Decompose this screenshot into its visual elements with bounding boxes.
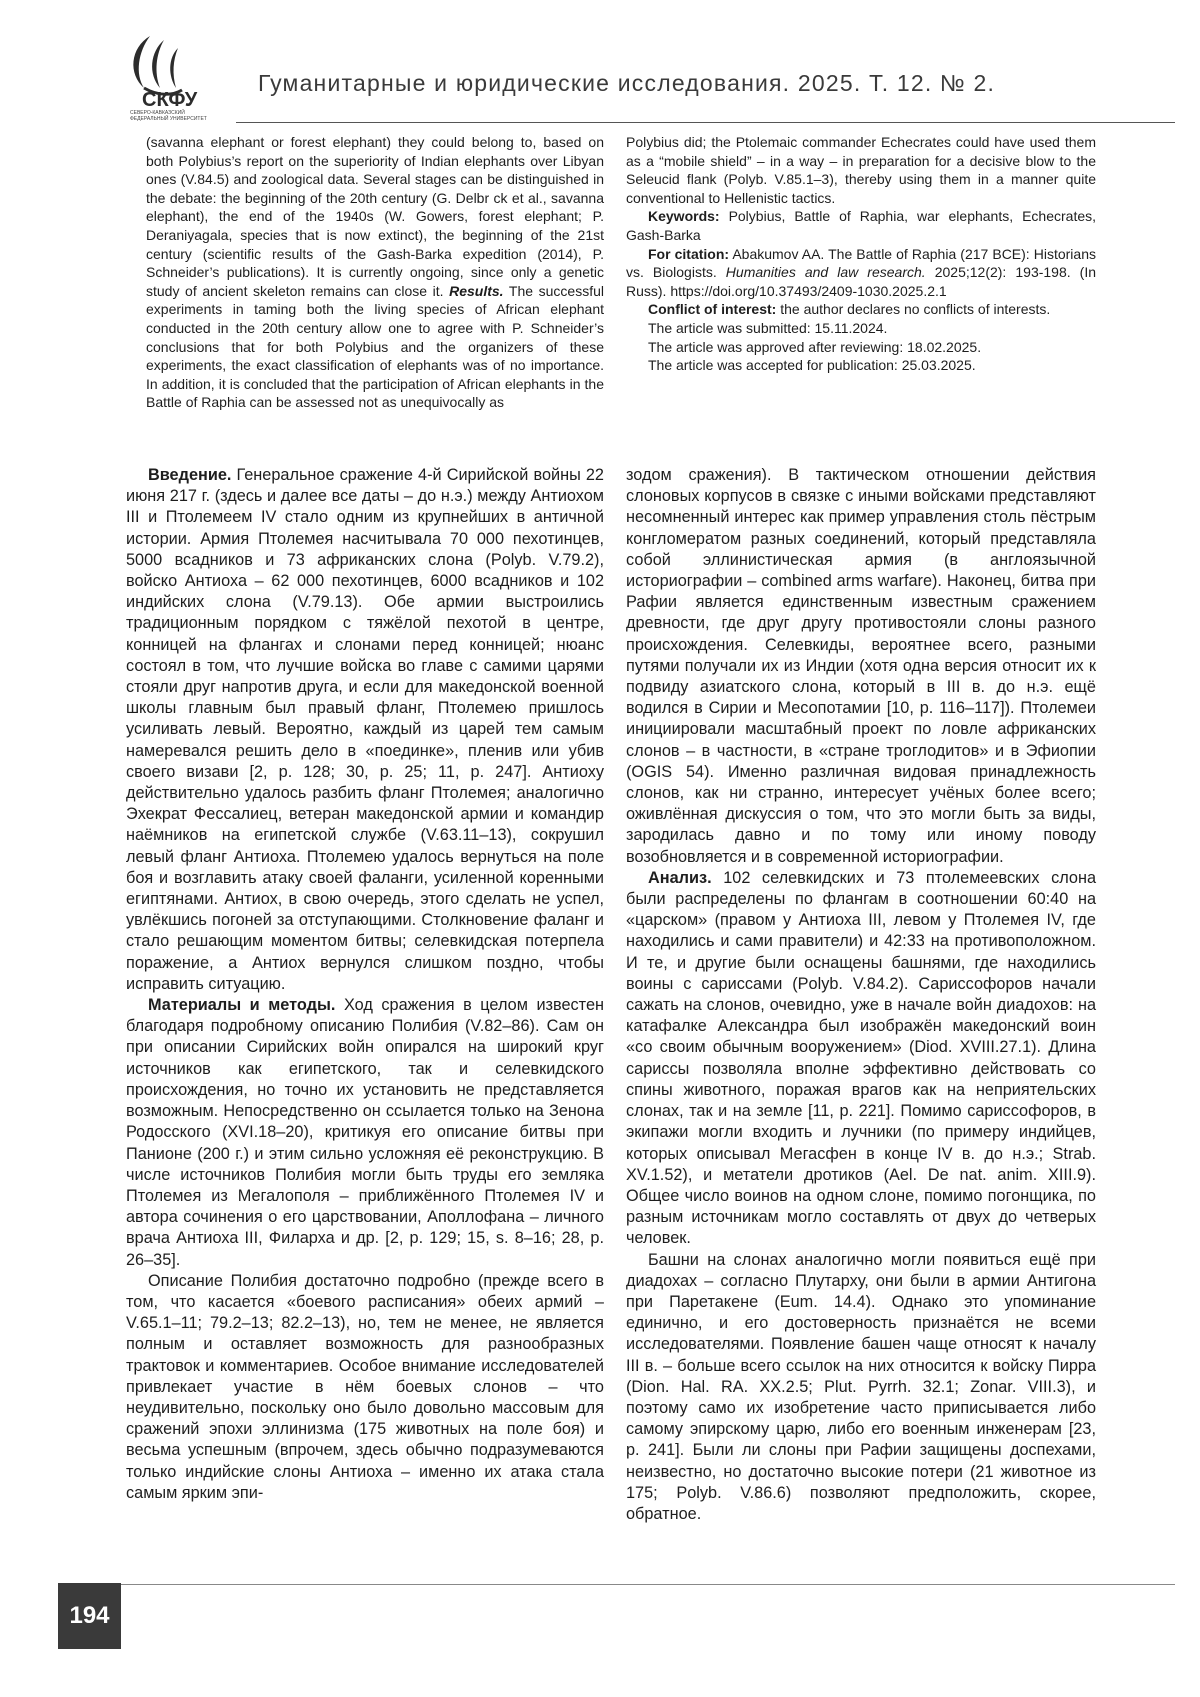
citation-text-2: 2025;12(2): 193-198. (In Russ). https://doi.org/10.37493/2409-1030.2025.2.1 [626, 264, 1097, 299]
accepted-date: The article was accepted for publication: 25.03.2025. [648, 357, 976, 374]
body-paragraph-continued: зодом сражения). В тактическом отношении действия слоновых корпусов в связке с иными войсками представляют несомненный интерес как пример управления столь пёстрым конгломератом разных соединений, который представляла собой эллинистическая армия (в англоязычной историографии – combined arms warfare). Наконец, битва при Рафии является единственным известным сражением древности, где друг другу противостояли слоны разного происхождения. Селевкиды, вероятнее всего, разными путями получали их из Индии (хотя одна версия относит их к подвиду азиатского слона, который в III в. до н.э. ещё водился в Сирии и Месопотамии [10, p. 116–117]). Птолемеи инициировали масштабный проект по ловле африканских слонов – в частности, в «стране троглодитов» и в Эфиопии (OGIS 54). Именно различная видовая принадлежность слонов, как ни странно, интересует учёных более всего; оживлённая дискуссия о том, что это могли быть за виды, зародилась давно и по тому или иному поводу возобновляется и в современной историографии. [626, 466, 1096, 866]
header-divider [236, 122, 1175, 123]
conflict-label: Conflict of interest: [648, 301, 777, 318]
body-left-column [126, 465, 604, 1504]
logo-text: СКФУ [142, 89, 198, 111]
results-label: Results. [449, 282, 504, 299]
citation-journal: Humanities and law research. [725, 264, 926, 281]
body-paragraph: Башни на слонах аналогично могли появиться ещё при диадохах – согласно Плутарху, они были в армии Антигона при Паретакене (Eum. 14.4). Однако это упоминание единично, и его достоверность признаётся не всеми исследователями. Появление башен чаще относят к началу III в. – больше всего ссылок на них относится к войску Пирра (Dion. Hal. RA. XX.2.5; Plut. Pyrrh. 32.1; Zonar. VIII.3), и поэтому само их изобретение часто приписывается либо самому эпирскому царю, либо его военным инженерам [23, p. 241]. Были ли слоны при Рафии защищены доспехами, неизвестно, но достаточно высокие потери (21 животное из 175; Polyb. V.86.6) позволяют предположить, скорее, обратное. [626, 1250, 1096, 1523]
page-number: 194 [58, 1583, 121, 1649]
body-right-column [626, 465, 1096, 1525]
conflict-of-interest [626, 300, 1096, 319]
keywords [626, 207, 1096, 244]
logo-caption-1: СЕВЕРО-КАВКАЗСКИЙ [130, 110, 185, 116]
page-header [0, 0, 1200, 130]
logo-emblem-icon [128, 34, 232, 122]
body-paragraph: Описание Полибия достаточно подробно (прежде всего в том, что касается «боевого расписания» обеих армий – V.65.1–11; 79.2–13; 82.2–13), но, тем не менее, не является полным и оставляет возможность для разнообразных трактовок и комментариев. Особое внимание исследователей привлекает участие в нём боевых слонов – что неудивительно, поскольку оно было довольно массовым для сражений эпохи эллинизма (175 животных на поле боя) и весьма успешным (впрочем, здесь обычно подразумеваются только индийские слоны Антиоха – именно их атака стала самым ярким эпи- [126, 1271, 604, 1502]
analysis-label: Анализ. [648, 868, 712, 887]
citation-label: For citation: [648, 245, 730, 262]
methods-text: Ход сражения в целом известен благодаря подробному описанию Полибия (V.82–86). Сам он при описании Сирийских войн опирался на широкий круг источников как египетского, так и селевкидского происхождения, но точно их установить не представляется возможным. Непосредственно он ссылается только на Зенона Родосского (XVI.18–20), критикуя его описание битвы при Панионе (200 г.) и этим сильно усложняя её реконструкцию. В числе источников Полибия могли быть труды его земляка Птолемея из Мегалополя – приближённого Птолемея IV и автора сочинения о его царствовании, Аполлофана – личного врача Антиоха III, Филарха и др. [2, p. 129; 15, s. 8–16; 28, p. 26–35]. [126, 996, 604, 1269]
results-text: The successful experiments in taming both the living species of African elephant conducted in the 20th century allow one to agree with P. Schneider’s conclusions that for both Polybius and the organizers of these experiments, the exact classification of elephants was of no importance. In addition, it is concluded that the participation of African elephants in the Battle of Raphia can be assessed not as unequivocally as [146, 282, 604, 411]
abstract-text: (savanna elephant or forest elephant) they could belong to, based on both Polybius’s report on the superiority of Indian elephants over Libyan ones (V.84.5) and zoological data. Several stages can be distinguished in the debate: the beginning of the 20th century (G. Delbr ck et al., savanna elephant), the end of the 1940s (W. Gowers, forest elephant; P. Deraniyagala, species that is now extinct), the beginning of the 21st century (scientific results of the Gash-Barka expedition (2014), P. Schneider’s publications). It is currently ongoing, since only a genetic study of ancient skeleton remains can close it. [146, 134, 604, 299]
analysis-text: 102 селевкидских и 73 птолемеевских слона были распределены по флангам в соотношении 60:40 на «царском» (правом у Антиоха III, левом у Птолемея IV, где находились и сами правители) и 42:33 на противоположном. И те, и другие были оснащены башнями, где находились воины с сариссами (Polyb. V.84.2). Сариссофоров начали сажать на слонов, очевидно, уже в начале войн диадохов: на катафалке Александра был изображён македонский воин «со своим обычным вооружением» (Diod. XVIII.27.1). Длина сариссы позволяла вполне эффективно действовать со спины животного, поражая врагов как на неприятельских слонах, так и на земле [11, p. 221]. Помимо сариссофоров, в экипажи могли входить и лучники (по примеру индийцев, которых описывал Мегасфен в конце IV в. до н.э.; Strab. XV.1.52), и метатели дротиков (Ael. De nat. anim. XIII.9). Общее число воинов на одном слоне, помимо погонщика, по разным источникам могло составлять от двух до четверых человек. [626, 868, 1096, 1248]
citation [626, 245, 1096, 301]
journal-title: Гуманитарные и юридические исследования. 2025. Т. 12. № 2. [258, 70, 996, 96]
abstract-left-column [146, 133, 604, 412]
footer-divider [121, 1584, 1175, 1585]
logo-caption-2: ФЕДЕРАЛЬНЫЙ УНИВЕРСИТЕТ [130, 116, 207, 122]
methods-paragraph [126, 995, 604, 1271]
analysis-paragraph [626, 868, 1096, 1250]
introduction-label: Введение. [148, 466, 232, 484]
keywords-text: Polybius, Battle of Raphia, war elephants, Echecrates, Gash-Barka [626, 208, 1097, 243]
methods-label: Материалы и методы. [148, 996, 336, 1015]
abstract-right-column [626, 133, 1096, 375]
abstract-continuation: Polybius did; the Ptolemaic commander Echecrates could have used them as a “mobile shield” – in a way – in preparation for a decisive blow to the Seleucid flank (Polyb. V.85.1–3), thereby using them in a manner quite conventional to Hellenistic tactics. [626, 134, 1096, 206]
conflict-text: the author declares no conflicts of interests. [780, 301, 1051, 318]
university-logo [128, 34, 232, 122]
introduction-text: Генеральное сражение 4-й Сирийской войны 22 июня 217 г. (здесь и далее все даты – до н.э.) между Антиохом III и Птолемеем IV стало одним из крупнейших в античной истории. Армия Птолемея насчитывала 70 000 пехотинцев, 5000 всадников и 73 африканских слона (Polyb. V.79.2), войско Антиоха – 62 000 пехотинцев, 6000 всадников и 102 индийских слона (V.79.13). Обе армии выстроились традиционным порядком с тяжёлой пехотой в центре, конницей на флангах и слонами перед конницей; нюанс состоял в том, что лучшие войска во главе с самими царями стояли друг напротив друга, и если для македонской военной школы главным был правый фланг, Птолемею пришлось усиливать левый. Вероятно, каждый из царей тем самым намеревался решить дело в «поединке», пленив или убив своего визави [2, p. 128; 30, p. 25; 11, p. 247]. Антиоху действительно удалось разбить фланг Птолемея; аналогично Эхекрат Фессалиец, ветеран македонской армии и командир наёмников на египетской службе (V.63.11–13), сокрушил левый фланг Антиоха. Птолемею удалось вернуться на поле боя и возглавить атаку своей фаланги, усиленной коренными египтянами. Антиох, в свою очередь, этого сделать не успел, увлёкшись погоней за отступающими. Столкновение фаланг и стало решающим моментом битвы; селевкидская потерпела поражение, а Антиох вернулся слишком поздно, чтобы исправить ситуацию. [126, 466, 604, 993]
abstract-paragraph [146, 133, 604, 412]
citation-text-1: Abakumov AA. The Battle of Raphia (217 BCE): Historians vs. Biologists. [626, 245, 1096, 281]
submitted-date: The article was submitted: 15.11.2024. [648, 319, 888, 336]
introduction-paragraph [126, 465, 604, 995]
keywords-label: Keywords: [648, 208, 720, 225]
approved-date: The article was approved after reviewing: 18.02.2025. [648, 338, 982, 355]
